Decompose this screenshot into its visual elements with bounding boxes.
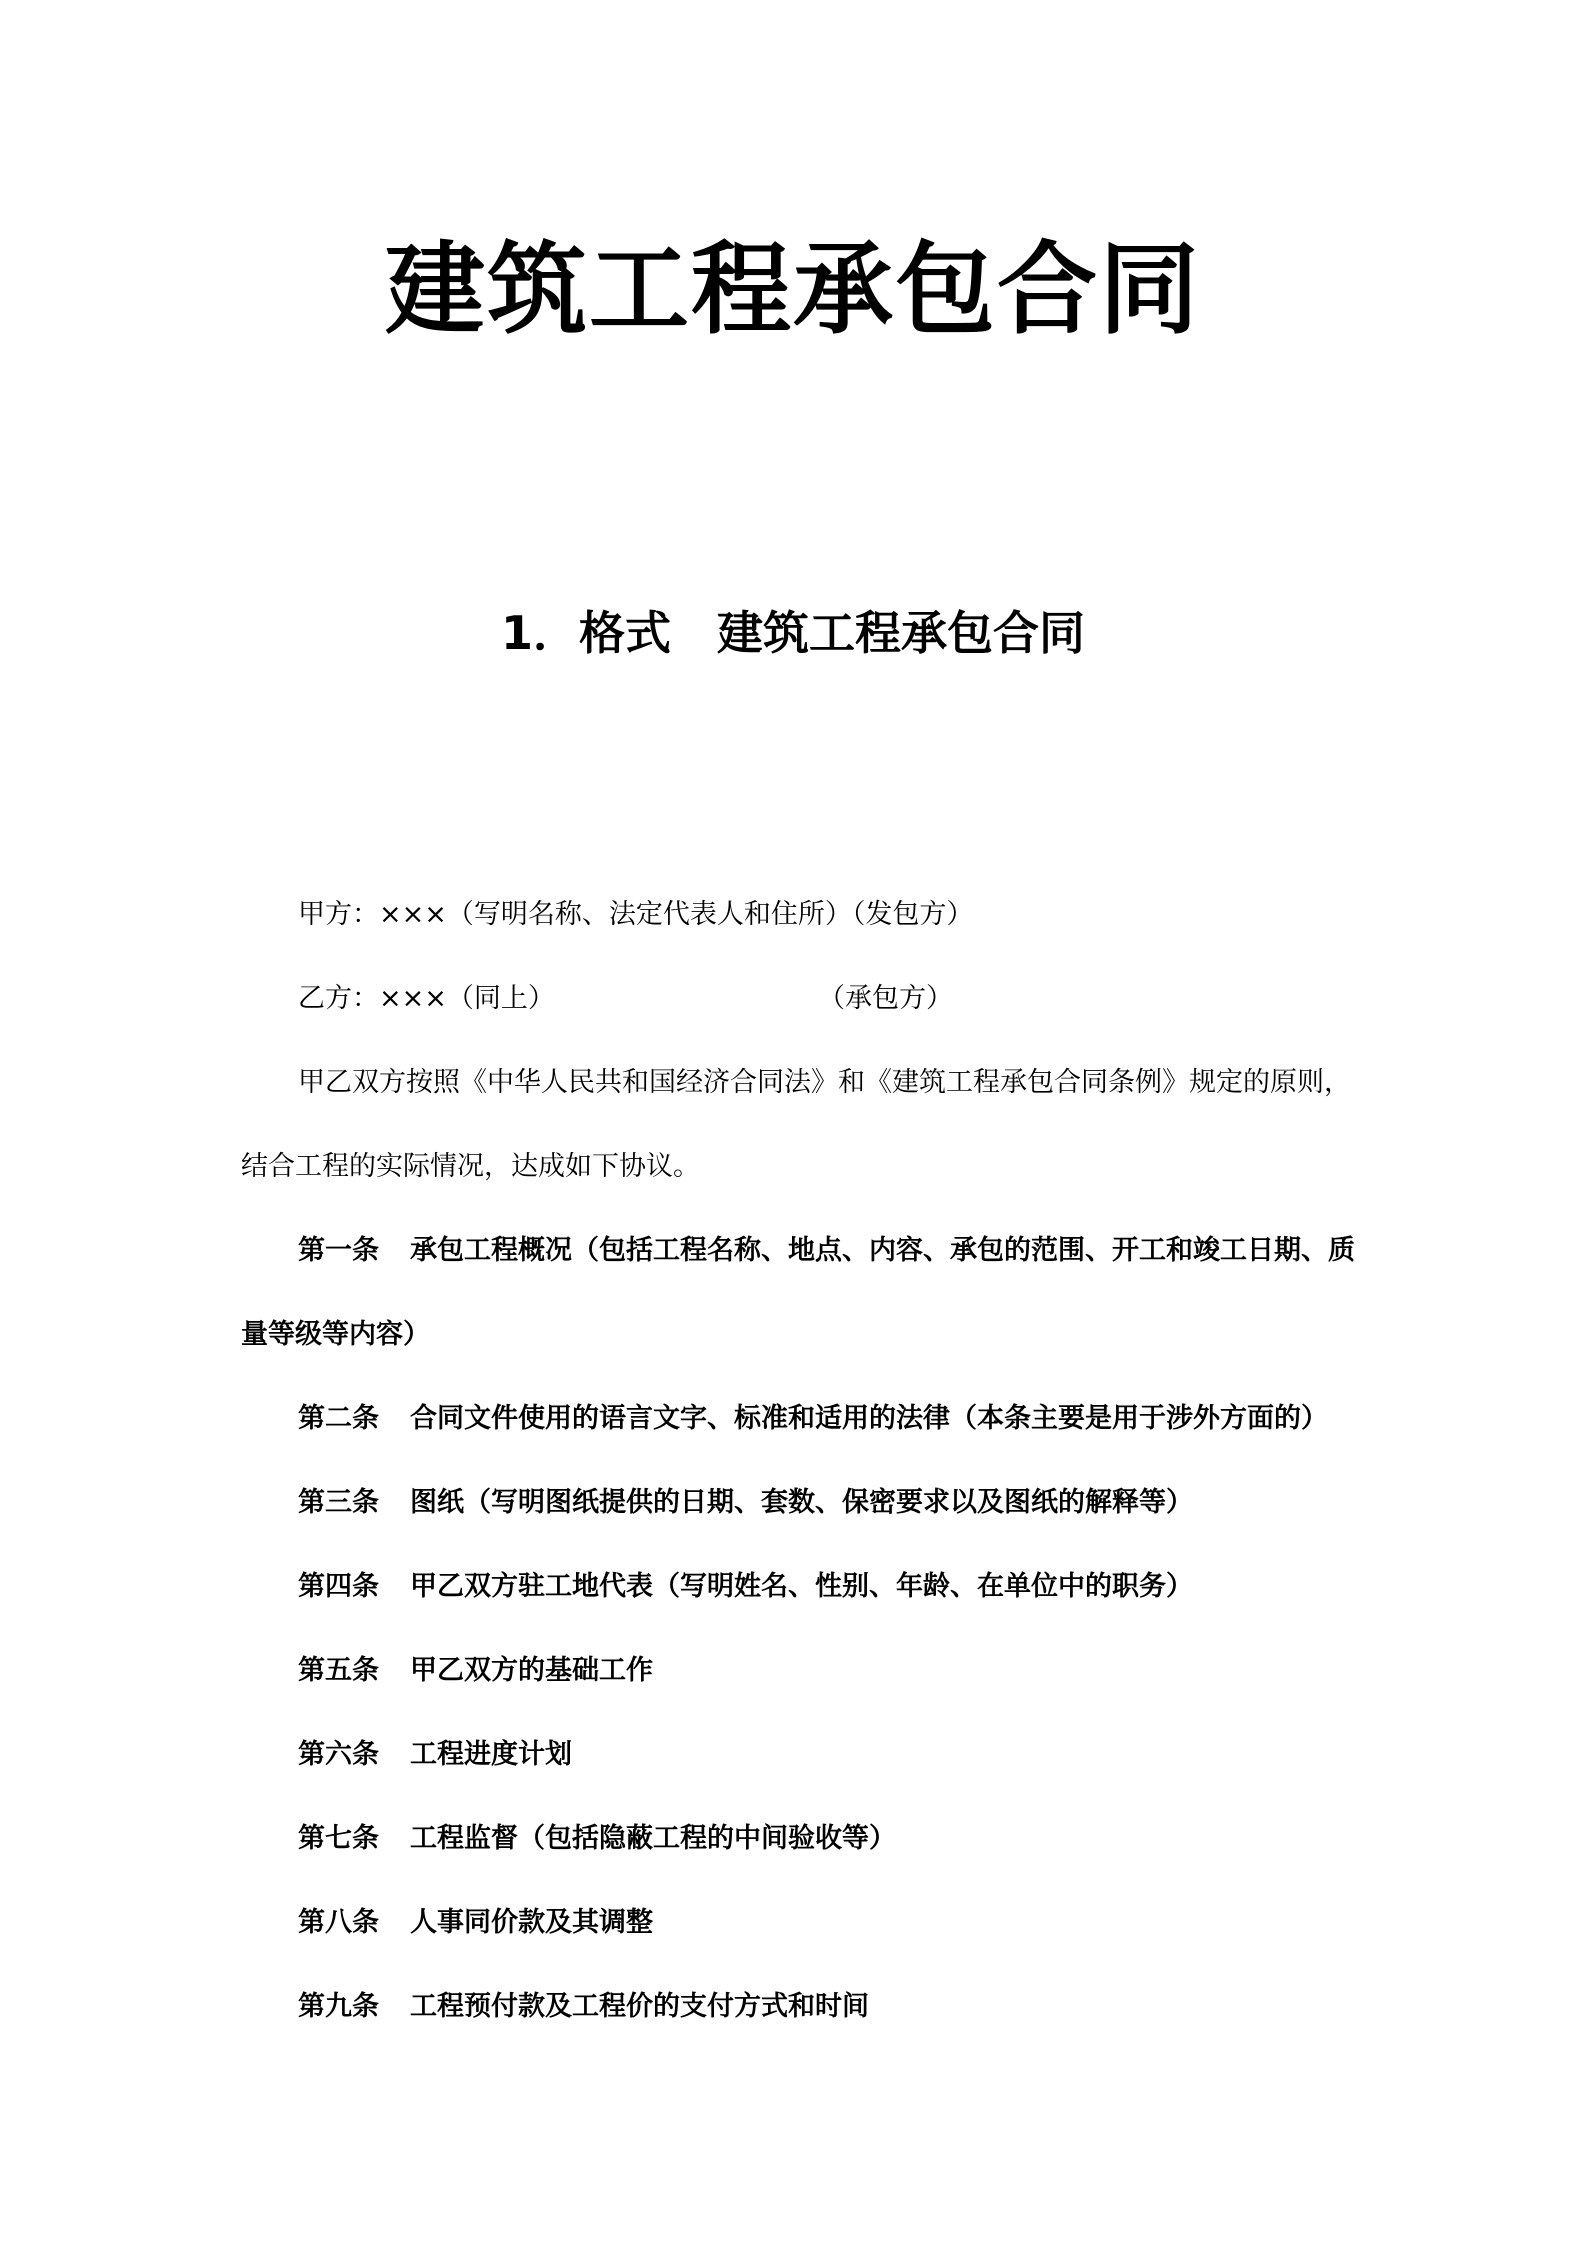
article-number: 第一条: [298, 1235, 379, 1266]
article-text: 工程监督（包括隐蔽工程的中间验收等）: [410, 1823, 896, 1854]
article-2: [298, 1405, 1328, 1432]
article-text: 甲乙双方的基础工作: [410, 1655, 653, 1686]
article-number: 第四条: [298, 1571, 379, 1602]
article-text: 图纸（写明图纸提供的日期、套数、保密要求以及图纸的解释等）: [410, 1487, 1193, 1518]
article-text: 合同文件使用的语言文字、标准和适用的法律（本条主要是用于涉外方面的）: [410, 1403, 1328, 1434]
article-text: 工程进度计划: [410, 1739, 572, 1770]
article-text: 工程预付款及工程价的支付方式和时间: [410, 1991, 869, 2022]
article-text: 人事同价款及其调整: [410, 1907, 653, 1938]
document-subtitle: 1．格式 建筑工程承包合同: [500, 606, 1085, 660]
article-number: 第五条: [298, 1655, 379, 1686]
article-1: [298, 1237, 1355, 1264]
article-8: [298, 1909, 653, 1936]
party-b: 乙方：×××（同上）: [298, 983, 555, 1014]
article-7: [298, 1825, 896, 1852]
article-number: 第八条: [298, 1907, 379, 1938]
article-number: 第九条: [298, 1991, 379, 2022]
preamble-line-2: 结合工程的实际情况，达成如下协议。: [241, 1151, 700, 1182]
article-number: 第二条: [298, 1403, 379, 1434]
article-number: 第三条: [298, 1487, 379, 1518]
article-text: 承包工程概况（包括工程名称、地点、内容、承包的范围、开工和竣工日期、质: [410, 1235, 1355, 1266]
article-4: [298, 1573, 1193, 1600]
article-text: 甲乙双方驻工地代表（写明姓名、性别、年龄、在单位中的职务）: [410, 1571, 1193, 1602]
document-title: 建筑工程承包合同: [385, 231, 1201, 348]
preamble-line-1: 甲乙双方按照《中华人民共和国经济合同法》和《建筑工程承包合同条例》规定的原则，: [298, 1067, 1351, 1098]
party-b-role: （承包方）: [818, 983, 953, 1014]
article-9: [298, 1993, 869, 2020]
article-3: [298, 1489, 1193, 1516]
article-1-continued: 量等级等内容）: [241, 1319, 430, 1350]
article-number: 第七条: [298, 1823, 379, 1854]
article-number: 第六条: [298, 1739, 379, 1770]
article-6: [298, 1741, 572, 1768]
article-5: [298, 1657, 653, 1684]
party-a: 甲方：×××（写明名称、法定代表人和住所）（发包方）: [298, 899, 974, 930]
